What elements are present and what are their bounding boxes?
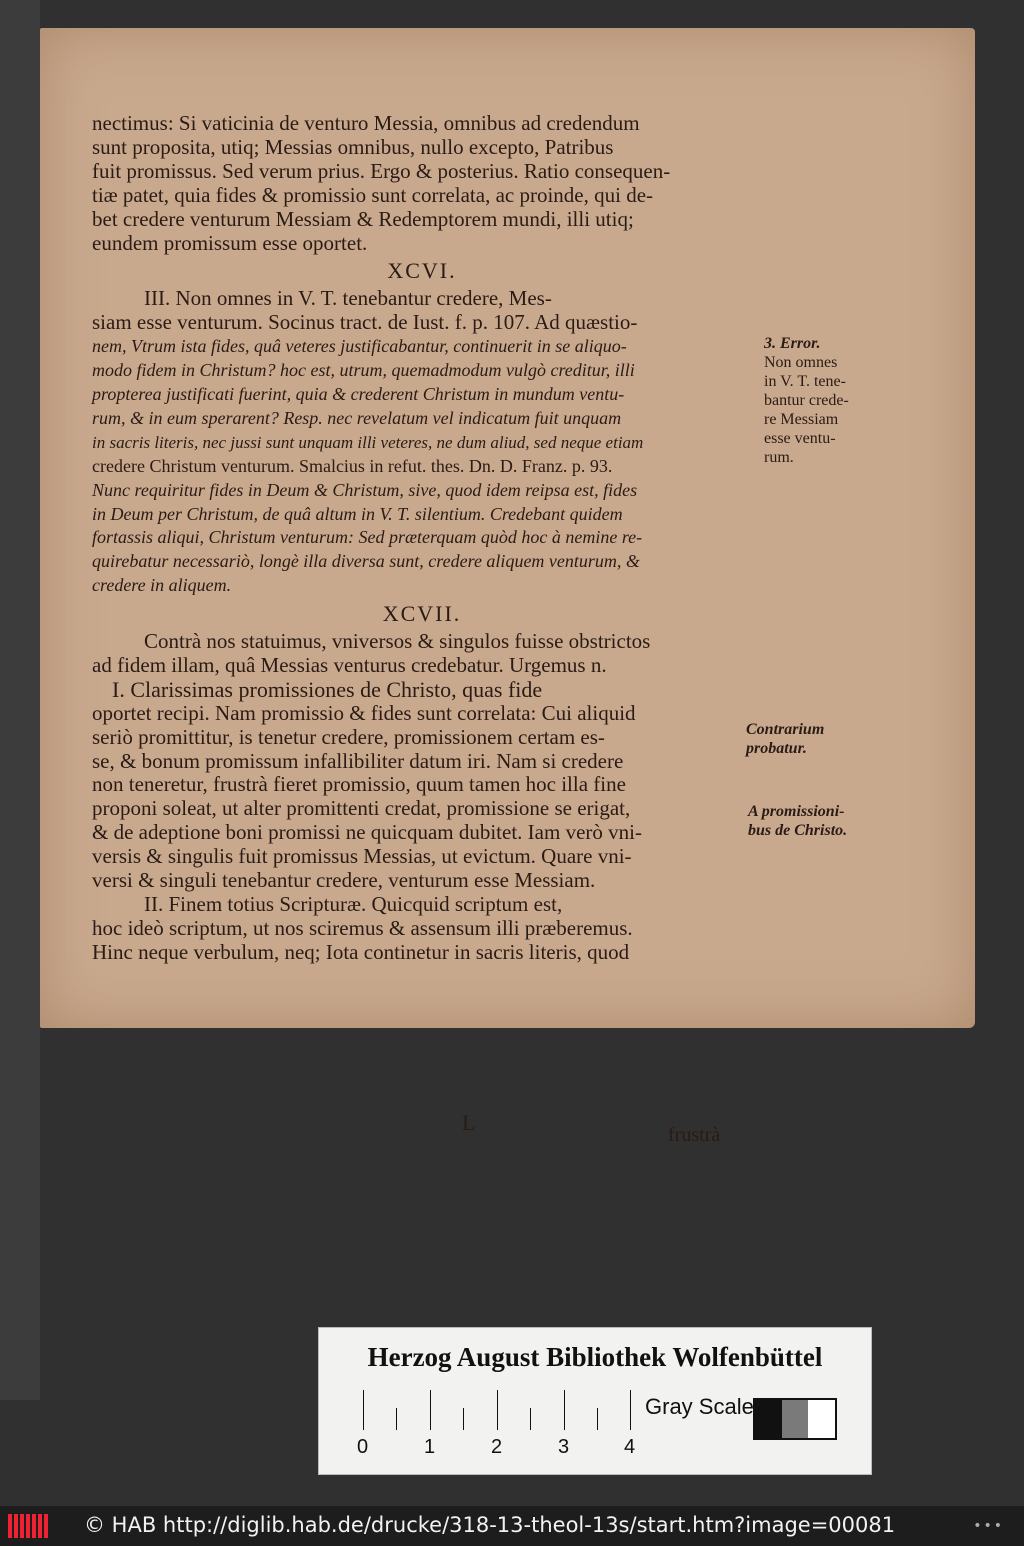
margin-note-line: bantur crede- — [764, 392, 849, 409]
text-line: credere in aliquem. — [92, 575, 232, 596]
ruler-tick — [363, 1390, 364, 1430]
signature-mark: L — [462, 1110, 476, 1135]
margin-note-title: 3. Error. — [764, 335, 821, 352]
margin-note-line: probatur. — [746, 740, 807, 757]
gray-scale-swatches — [753, 1398, 837, 1440]
section-heading: XCVII. — [382, 601, 462, 627]
scanned-page — [40, 28, 975, 1146]
text-line: versis & singulis fuit promissus Messias, ut evictum. Quare vni- — [92, 844, 632, 869]
section-heading: XCVI. — [387, 258, 457, 284]
ruler-tick — [396, 1408, 397, 1430]
text-line: oportet recipi. Nam promissio & fides sunt correlata: Cui aliquid — [92, 700, 636, 725]
gray-swatch-white — [808, 1400, 835, 1438]
ruler-label: 4 — [624, 1436, 636, 1458]
margin-note-line: in V. T. tene- — [764, 373, 846, 390]
text-line: eundem promissum esse oportet. — [92, 230, 368, 255]
margin-note-promissionibus — [748, 802, 878, 840]
text-line: sunt proposita, utiq; Messias omnibus, nullo excepto, Patribus — [92, 134, 614, 159]
text-line: & de adeptione boni promissi ne quicquam dubitet. Iam verò vni- — [92, 820, 642, 845]
ruler-tick — [630, 1390, 631, 1430]
text-line: versi & singuli tenebantur credere, venturum esse Messiam. — [92, 868, 596, 893]
ruler-tick — [597, 1408, 598, 1430]
text-line: se, & bonum promissum infallibiliter datum iri. Nam si credere — [92, 748, 624, 773]
margin-note-line: re Messiam — [764, 411, 839, 428]
ruler-label: 1 — [424, 1436, 436, 1458]
ruler-label: 2 — [491, 1436, 503, 1458]
body-text — [92, 112, 752, 965]
text-line: fortassis aliqui, Christum venturum: Sed præterquam quòd hoc à nemine re- — [92, 527, 643, 548]
text-line: rum, & in eum sperarent? Resp. nec revelatum vel indicatum fuit unquam — [92, 407, 622, 428]
gray-swatch-mid — [782, 1400, 809, 1438]
gray-scale-label: Gray Scale — [645, 1394, 754, 1419]
catchword: frustrà — [668, 1124, 721, 1146]
margin-note-line: esse ventu- — [764, 430, 836, 447]
text-line: bet credere venturum Messiam & Redemptorem mundi, illi utiq; — [92, 206, 634, 231]
copyright-url[interactable]: © HAB http://diglib.hab.de/drucke/318-13-theol-13s/start.htm?image=00081 — [84, 1513, 896, 1537]
margin-note-line: rum. — [764, 449, 794, 466]
text-line: nem, Vtrum ista fides, quâ veteres justificabantur, continuerit in se aliquo- — [92, 336, 627, 357]
gray-swatch-black — [755, 1400, 782, 1438]
ruler-tick — [530, 1408, 531, 1430]
text-line: proponi soleat, ut alter promittenti credat, promissione se erigat, — [92, 796, 631, 821]
margin-note-line: bus de Christo. — [748, 822, 848, 839]
margin-note-error — [764, 334, 884, 467]
text-line: non teneretur, frustrà fieret promissio, quum tamen hoc illa fine — [92, 772, 626, 797]
text-line: II. Finem totius Scripturæ. Quicquid scriptum est, — [144, 892, 563, 916]
text-line: propterea justificati fuerint, quia & crederent Christum in mundum ventu- — [92, 383, 625, 404]
text-line: III. Non omnes in V. T. tenebantur credere, Mes- — [144, 286, 552, 311]
text-line: ad fidem illam, quâ Messias venturus credebatur. Urgemus n. — [92, 652, 607, 677]
text-line: seriò promittitur, is tenetur credere, promissionem certam es- — [92, 724, 605, 749]
ruler — [363, 1386, 631, 1430]
margin-note-contrarium — [746, 720, 876, 758]
previous-page-edge — [0, 0, 40, 1400]
text-line: Hinc neque verbulum, neq; Iota continetur in sacris literis, quod — [92, 939, 630, 964]
ruler-tick — [497, 1390, 498, 1430]
text-line: in sacris literis, nec jussi sunt unquam illi veteres, ne dum aliud, sed neque etiam — [92, 432, 644, 452]
text-line: nectimus: Si vaticinia de venturo Messia, omnibus ad credendum — [92, 111, 640, 135]
text-line: Contrà nos statuimus, vniversos & singulos fuisse obstrictos — [144, 629, 651, 654]
barcode-icon — [8, 1514, 48, 1538]
library-color-card — [318, 1327, 872, 1475]
status-bar — [0, 1506, 1024, 1546]
ruler-label: 3 — [558, 1436, 570, 1458]
more-icon[interactable]: ••• — [973, 1518, 1004, 1534]
margin-note-line: Contrarium — [746, 721, 825, 738]
text-line: tiæ patet, quia fides & promissio sunt correlata, ac proinde, qui de- — [92, 182, 654, 207]
ruler-tick — [564, 1390, 565, 1430]
text-line: hoc ideò scriptum, ut nos sciremus & assensum illi præberemus. — [92, 915, 633, 940]
text-line: siam esse venturum. Socinus tract. de Iust. f. p. 107. Ad quæstio- — [92, 310, 638, 335]
text-line: fuit promissus. Sed verum prius. Ergo & posterius. Ratio consequen- — [92, 158, 671, 183]
ruler-tick — [463, 1408, 464, 1430]
text-line: in Deum per Christum, de quâ altum in V. T. silentium. Credebant quidem — [92, 503, 623, 524]
margin-note-line: Non omnes — [764, 354, 838, 371]
text-line: I. Clarissimas promissiones de Christo, quas fide — [112, 676, 543, 702]
ruler-label: 0 — [357, 1436, 369, 1458]
text-line: quirebatur necessariò, longè illa diversa sunt, credere aliquem venturum, & — [92, 551, 640, 572]
ruler-tick — [430, 1390, 431, 1430]
text-line: Nunc requiritur fides in Deum & Christum, sive, quod idem reipsa est, fides — [92, 479, 638, 500]
text-line: modo fidem in Christum? hoc est, utrum, quemadmodum vulgò creditur, illi — [92, 360, 635, 381]
margin-note-line: A promissioni- — [748, 803, 845, 820]
text-line: credere Christum venturum. Smalcius in refut. thes. Dn. D. Franz. p. 93. — [92, 455, 613, 476]
library-name: Herzog August Bibliothek Wolfenbüttel — [367, 1342, 823, 1372]
